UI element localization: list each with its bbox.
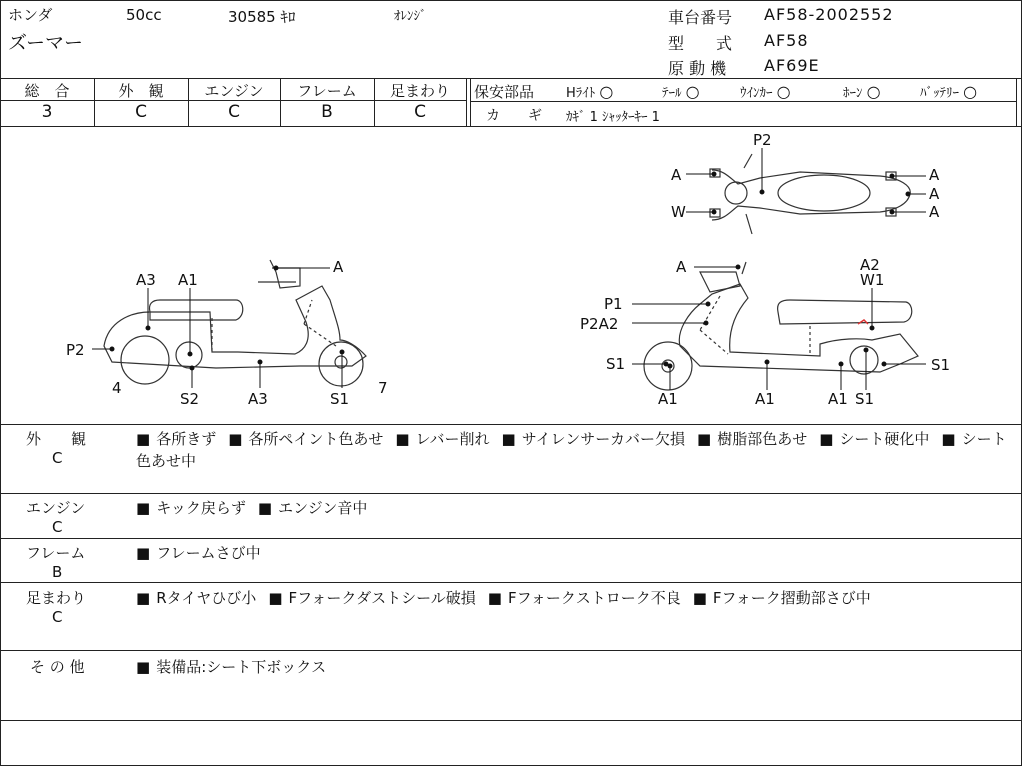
engine-value: AF69E bbox=[764, 56, 820, 75]
diag-left-label-s1: S1 bbox=[330, 390, 350, 408]
grade-header-exterior: 外 観 bbox=[118, 82, 164, 100]
diag-left-label-s2: S2 bbox=[180, 390, 200, 408]
diag-left-label-4: 4 bbox=[112, 379, 122, 397]
diag-top-label-a-right-1: A bbox=[929, 166, 940, 184]
diag-right-label-a2: A2 bbox=[860, 256, 880, 274]
diag-right-label-a1-mid: A1 bbox=[755, 390, 775, 408]
grade-value-frame: B bbox=[321, 102, 333, 122]
diag-left-label-a: A bbox=[333, 258, 344, 276]
top-view-scooter-icon bbox=[710, 154, 910, 234]
diag-right-label-w1: W1 bbox=[860, 271, 885, 289]
key-value: ｶｷﾞ 1 ｼｬｯﾀｰｷｰ 1 bbox=[566, 110, 660, 125]
safety-label: 保安部品 bbox=[474, 83, 535, 101]
grade-header-frame: フレーム bbox=[297, 82, 357, 100]
diag-left-label-p2: P2 bbox=[66, 341, 85, 359]
remark-items-frame: ■ フレームさび中 bbox=[136, 542, 273, 563]
diag-top-label-w: W bbox=[671, 203, 686, 221]
diag-right-label-a: A bbox=[676, 258, 687, 276]
diag-top-label-a-right-3: A bbox=[929, 203, 940, 221]
grade-value-overall: 3 bbox=[41, 102, 53, 122]
grade-header-engine: エンジン bbox=[204, 82, 264, 100]
diag-top-label-a-right-2: A bbox=[929, 185, 940, 203]
diag-left-label-a1: A1 bbox=[178, 271, 198, 289]
displacement: 50cc bbox=[126, 6, 162, 24]
diag-right-label-p2a2: P2A2 bbox=[580, 315, 619, 333]
diag-left-label-a3-bottom: A3 bbox=[248, 390, 268, 408]
grade-header-suspension: 足まわり bbox=[389, 82, 450, 100]
key-label: カ ギ bbox=[486, 108, 542, 124]
diag-top-label-a-left: A bbox=[671, 166, 682, 184]
safety-item-tail: ﾃｰﾙ ○ bbox=[662, 82, 700, 101]
safety-item-headlight: Hﾗｲﾄ ○ bbox=[566, 82, 614, 101]
grade-value-engine: C bbox=[228, 102, 240, 122]
remark-category-suspension: 足まわり bbox=[26, 589, 87, 607]
diag-right-label-s1-bottom: S1 bbox=[855, 390, 875, 408]
maker: ホンダ bbox=[8, 6, 53, 24]
model-name: ズーマー bbox=[8, 32, 84, 54]
remark-grade-suspension: C bbox=[52, 608, 63, 626]
color: ｵﾚﾝｼﾞ bbox=[394, 9, 427, 24]
safety-item-battery: ﾊﾞｯﾃﾘｰ ○ bbox=[920, 82, 978, 101]
frame-no: AF58-2002552 bbox=[764, 5, 894, 24]
remark-items-exterior: ■ 各所きず■ 各所ペイント色あせ■ レバー削れ■ サイレンサーカバー欠損■ 樹脂部色あせ■ シート硬化中■ シート色あせ中 bbox=[136, 428, 1012, 472]
diag-left-label-7: 7 bbox=[378, 379, 388, 397]
remark-items-engine: ■ キック戻らず■ エンジン音中 bbox=[136, 497, 379, 518]
diag-right-label-a1-front: A1 bbox=[658, 390, 678, 408]
remark-grade-exterior: C bbox=[52, 449, 63, 467]
safety-item-winker: ｳｲﾝｶｰ ○ bbox=[740, 82, 791, 101]
grade-header-overall: 総 合 bbox=[24, 82, 70, 100]
diag-right-label-s1-left: S1 bbox=[606, 355, 626, 373]
diag-top-label-p2: P2 bbox=[753, 131, 772, 149]
remark-grade-frame: B bbox=[52, 563, 63, 581]
diag-right-label-p1: P1 bbox=[604, 295, 623, 313]
remark-items-other: ■ 装備品:シート下ボックス bbox=[136, 656, 338, 677]
remark-grade-engine: C bbox=[52, 518, 63, 536]
type-value: AF58 bbox=[764, 31, 809, 50]
diag-right-label-a1-rear: A1 bbox=[828, 390, 848, 408]
remark-items-suspension: ■ Rタイヤひび小■ Fフォークダストシール破損■ Fフォークストローク不良■ Fフォーク摺動部さび中 bbox=[136, 587, 883, 608]
grade-value-suspension: C bbox=[414, 102, 426, 122]
diag-left-label-a3: A3 bbox=[136, 271, 156, 289]
type-label: 型 式 bbox=[668, 34, 733, 53]
diag-right-label-s1-right: S1 bbox=[931, 356, 951, 374]
grade-value-exterior: C bbox=[135, 102, 147, 122]
frame-no-label: 車台番号 bbox=[668, 8, 733, 27]
remark-category-exterior: 外 観 bbox=[26, 430, 87, 448]
remark-category-engine: エンジン bbox=[26, 499, 86, 517]
remark-category-other: そ の 他 bbox=[30, 658, 85, 676]
mileage: 30585 ｷﾛ bbox=[228, 8, 296, 26]
engine-label: 原 動 機 bbox=[668, 59, 727, 78]
safety-item-horn: ﾎｰﾝ ○ bbox=[843, 82, 881, 101]
remark-category-frame: フレーム bbox=[26, 544, 86, 562]
